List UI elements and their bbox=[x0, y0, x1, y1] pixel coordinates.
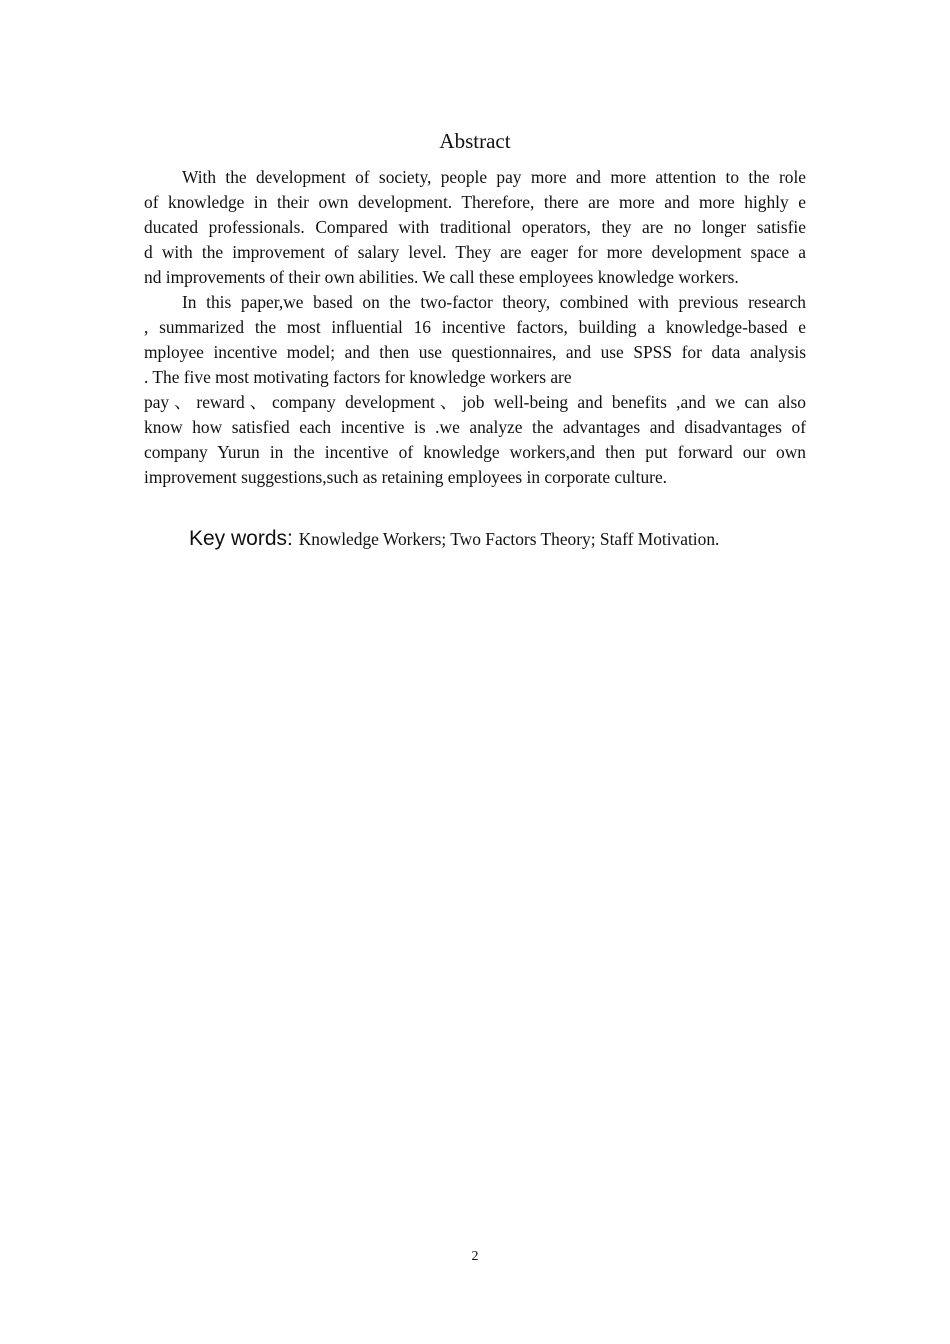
text-line: of knowledge in their own development. Therefore, there are more and more highly e bbox=[144, 192, 806, 212]
text-line: ducated professionals. Compared with traditional operators, they are no longer satisfie bbox=[144, 217, 806, 237]
page-number: 2 bbox=[471, 1249, 479, 1264]
text-line: company Yurun in the incentive of knowledge workers,and then put forward our own bbox=[144, 442, 806, 462]
keywords-label: Key words: bbox=[189, 527, 299, 550]
abstract-title: Abstract bbox=[439, 129, 511, 153]
text-line: With the development of society, people pay more and more attention to the role bbox=[182, 167, 806, 187]
text-line: know how satisfied each incentive is .we analyze the advantages and disadvantages of bbox=[144, 417, 806, 437]
keywords-text: Knowledge Workers; Two Factors Theory; Staff Motivation. bbox=[298, 529, 720, 549]
text-line: pay、reward、company development、job well-being and benefits ,and we can also bbox=[144, 392, 806, 412]
text-line: . The five most motivating factors for knowledge workers are bbox=[144, 367, 572, 387]
paragraph-1 bbox=[144, 165, 806, 290]
abstract-body bbox=[144, 165, 806, 490]
text-line: d with the improvement of salary level. They are eager for more development space a bbox=[144, 242, 806, 262]
text-line: In this paper,we based on the two-factor theory, combined with previous research bbox=[182, 292, 806, 312]
text-line: improvement suggestions,such as retaining employees in corporate culture. bbox=[144, 467, 668, 487]
text-line: nd improvements of their own abilities. We call these employees knowledge workers. bbox=[144, 267, 739, 287]
text-line: , summarized the most influential 16 incentive factors, building a knowledge-based e bbox=[144, 317, 806, 337]
text-line: mployee incentive model; and then use questionnaires, and use SPSS for data analysis bbox=[144, 342, 806, 362]
keywords-line bbox=[189, 525, 719, 553]
paragraph-2 bbox=[144, 290, 806, 490]
